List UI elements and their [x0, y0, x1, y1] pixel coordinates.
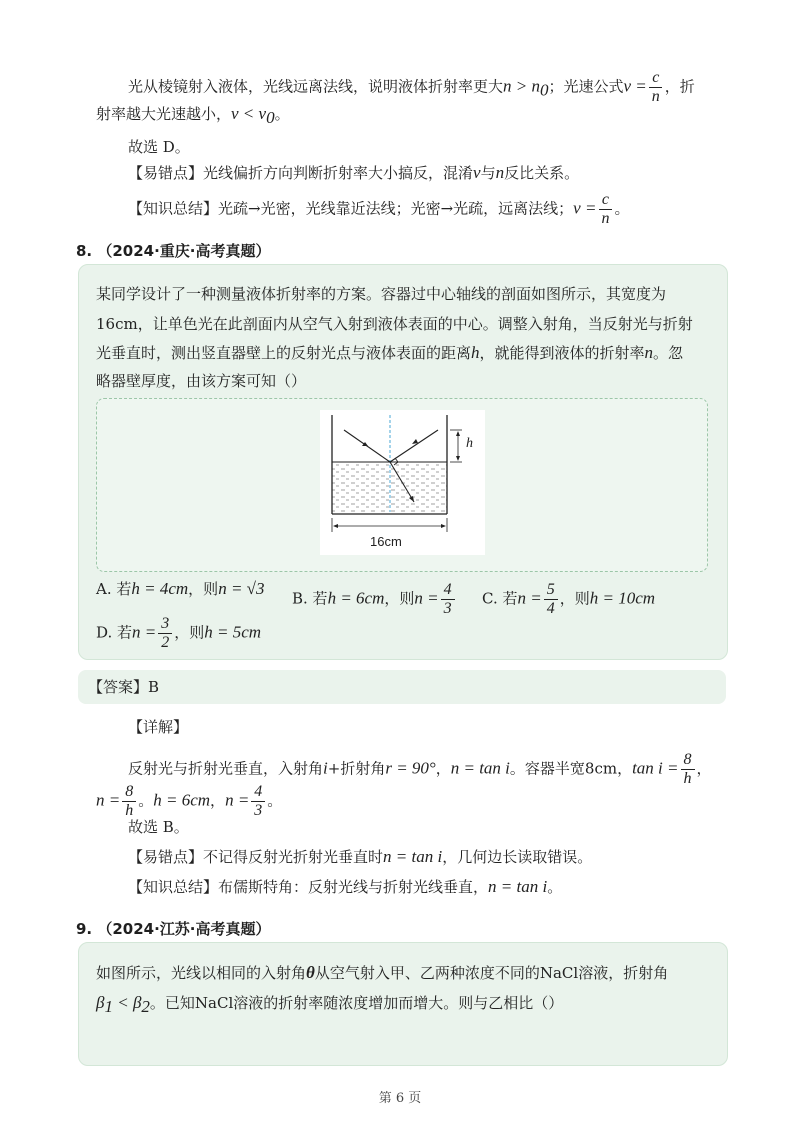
q8-error-point: 【易错点】不记得反射光折射光垂直时n = tan i，几何边长读取错误。	[128, 847, 593, 866]
q8-choose: 故选 B。	[128, 818, 189, 836]
prev-summary: 【知识总结】光疏→光密，光线靠近法线；光密→光疏，远离法线；v = $\frac{c}{n}$ 。	[128, 191, 630, 227]
width-label: 16cm	[370, 534, 402, 549]
option-c[interactable]: C. 若n = $\frac{5}{4}$ ，则h = 10cm	[482, 581, 656, 617]
detail-tag: 【详解】	[128, 718, 189, 736]
prev-choose: 故选 D。	[128, 138, 190, 156]
detail-line-2: n = $\frac{8}{h}$ 。h = 6cm，n = $\frac{4}{3}$ 。	[96, 783, 283, 819]
q9-text-1: 如图所示，光线以相同的入射角θ从空气射入甲、乙两种浓度不同的NaCl溶液，折射角	[96, 963, 669, 982]
question-9-header: 9. （2024·江苏·高考真题）	[76, 920, 271, 938]
prev-error-point: 【易错点】光线偏折方向判断折射率大小搞反，混淆v与n反比关系。	[128, 163, 580, 182]
h-label: h	[466, 436, 473, 451]
q8-text-3: 光垂直时，测出竖直器壁上的反射光点与液体表面的距离h，就能得到液体的折射率n。忽	[96, 343, 684, 362]
fraction-c-over-n: $\frac{c}{n}$	[649, 70, 663, 105]
question-8-header: 8. （2024·重庆·高考真题）	[76, 242, 271, 260]
prev-line-1: 光从棱镜射入液体，光线远离法线，说明液体折射率更大$n > n_0$；光速公式v = $\frac{c}{n}$ ，折	[128, 69, 695, 105]
option-b[interactable]: B. 若h = 6cm，则n = $\frac{4}{3}$	[292, 582, 457, 617]
prev-line-2: 射率越大光速越小，$v < v_0$。	[96, 104, 290, 127]
answer-label: 【答案】B	[88, 678, 160, 696]
q8-summary: 【知识总结】布儒斯特角：反射光线与折射光线垂直，n = tan i。	[128, 877, 563, 896]
answer-box	[78, 670, 726, 704]
option-a[interactable]: A. 若h = 4cm，则n = √3	[96, 579, 265, 598]
detail-line-1: 反射光与折射光垂直，入射角i+折射角r = 90°，n = tan i。容器半宽8cm，tan i = $\frac{8}{h}$ ，	[128, 751, 712, 787]
q8-text-2: 16cm，让单色光在此剖面内从空气入射到液体表面的中心。调整入射角，当反射光与折射	[96, 315, 693, 333]
option-d[interactable]: D. 若n = $\frac{3}{2}$ ，则h = 5cm	[96, 615, 262, 651]
container-diagram	[320, 410, 485, 555]
q8-text-1: 某同学设计了一种测量液体折射率的方案。容器过中心轴线的剖面如图所示，其宽度为	[96, 285, 667, 303]
q8-text-4: 略器壁厚度，由该方案可知（）	[96, 372, 307, 390]
page-number: 第 6 页	[378, 1091, 422, 1106]
q9-text-2: $\beta_1 < \beta_2$。已知NaCl溶液的折射率随浓度增加而增大。则与乙相比（）	[96, 993, 564, 1016]
